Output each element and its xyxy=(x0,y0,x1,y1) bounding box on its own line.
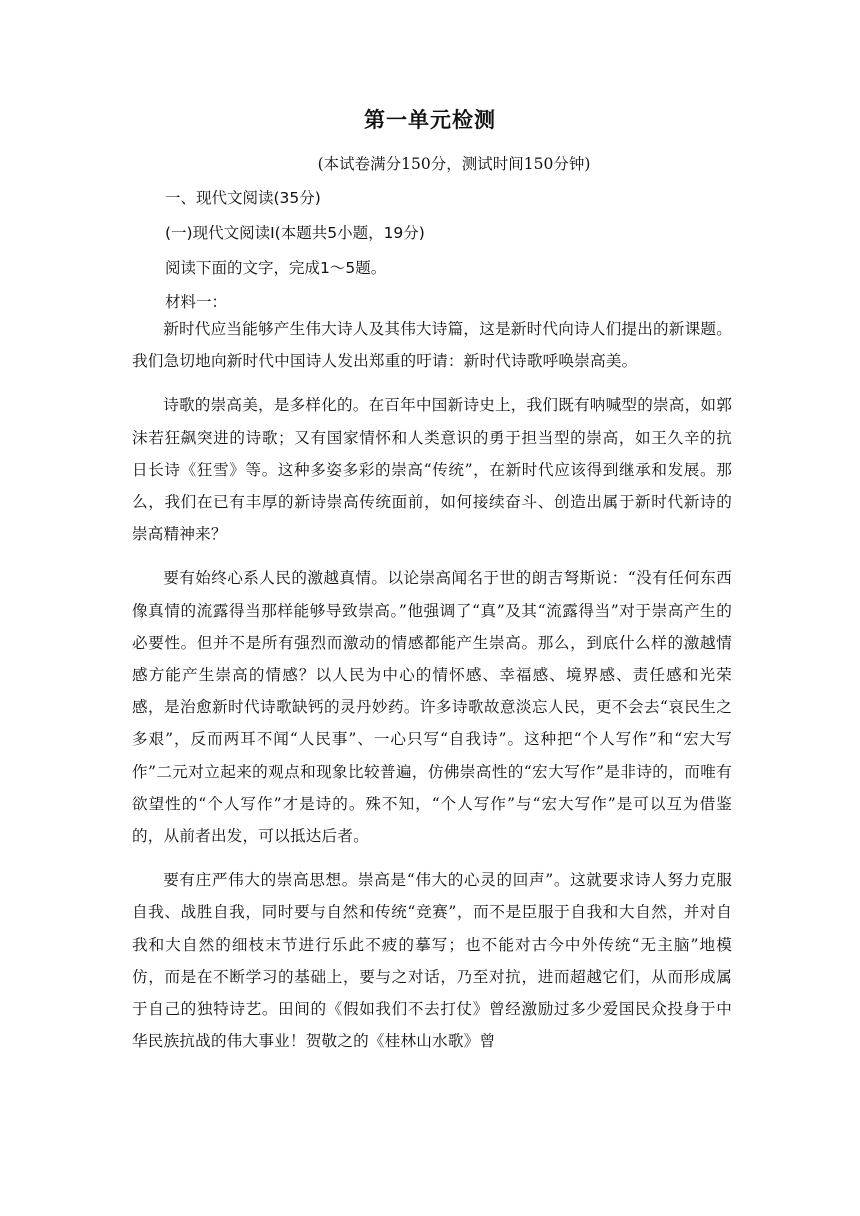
reading-instruction: 阅读下面的文字，完成1～5题。 xyxy=(165,259,387,277)
passage-paragraph: 新时代应当能够产生伟大诗人及其伟大诗篇，这是新时代向诗人们提出的新课题。我们急切地向新时代中国诗人发出郑重的吁请：新时代诗歌呼唤崇高美。 xyxy=(132,320,732,371)
passage-paragraph: 要有庄严伟大的崇高思想。崇高是“伟大的心灵的回声”。这就要求诗人努力克服自我、战胜自我，同时要与自然和传统“竞赛”，而不是臣服于自我和大自然，并对自我和大自然的细枝末节进行乐此不疲的摹写；也不能对古今中外传统“无主脑”地模仿，而是在不断学习的基础上，要与之对话，乃至对抗，进而超越它们，从而形成属于自己的独特诗艺。田间的《假如我们不去打仗》曾经激励过多少爱国民众投身于中华民族抗战的伟大事业！贺敬之的《桂林山水歌》曾 xyxy=(132,871,732,1051)
section-heading: 一、现代文阅读(35分) xyxy=(165,189,321,207)
reading-passage xyxy=(132,313,732,1057)
passage-paragraph: 诗歌的崇高美，是多样化的。在百年中国新诗史上，我们既有呐喊型的崇高，如郭沫若狂飙突进的诗歌；又有国家情怀和人类意识的勇于担当型的崇高，如王久辛的抗日长诗《狂雪》等。这种多姿多彩的崇高“传统”，在新时代应该得到继承和发展。那么，我们在已有丰厚的新诗崇高传统面前，如何接续奋斗、创造出属于新时代新诗的崇高精神来？ xyxy=(132,396,732,544)
document-subtitle: (本试卷满分150分，测试时间150分钟) xyxy=(317,155,591,173)
material-label: 材料一： xyxy=(165,293,228,311)
subsection-heading: (一)现代文阅读Ⅰ(本题共5小题，19分) xyxy=(165,224,425,242)
passage-paragraph: 要有始终心系人民的激越真情。以论崇高闻名于世的朗吉弩斯说：“没有任何东西像真情的流露得当那样能够导致崇高。”他强调了“真”及其“流露得当”对于崇高产生的必要性。但并不是所有强烈而激动的情感都能产生崇高。那么，到底什么样的激越情感方能产生崇高的情感？以人民为中心的情怀感、幸福感、境界感、责任感和光荣感，是治愈新时代诗歌缺钙的灵丹妙药。许多诗歌故意淡忘人民，更不会去“哀民生之多艰”，反而两耳不闻“人民事”、一心只写“自我诗”。这种把“个人写作”和“宏大写作”二元对立起来的观点和现象比较普遍，仿佛崇高性的“宏大写作”是非诗的，而唯有欲望性的“个人写作”才是诗的。殊不知，“个人写作”与“宏大写作”是可以互为借鉴的，从前者出发，可以抵达后者。 xyxy=(132,569,732,846)
document-title: 第一单元检测 xyxy=(364,108,496,132)
